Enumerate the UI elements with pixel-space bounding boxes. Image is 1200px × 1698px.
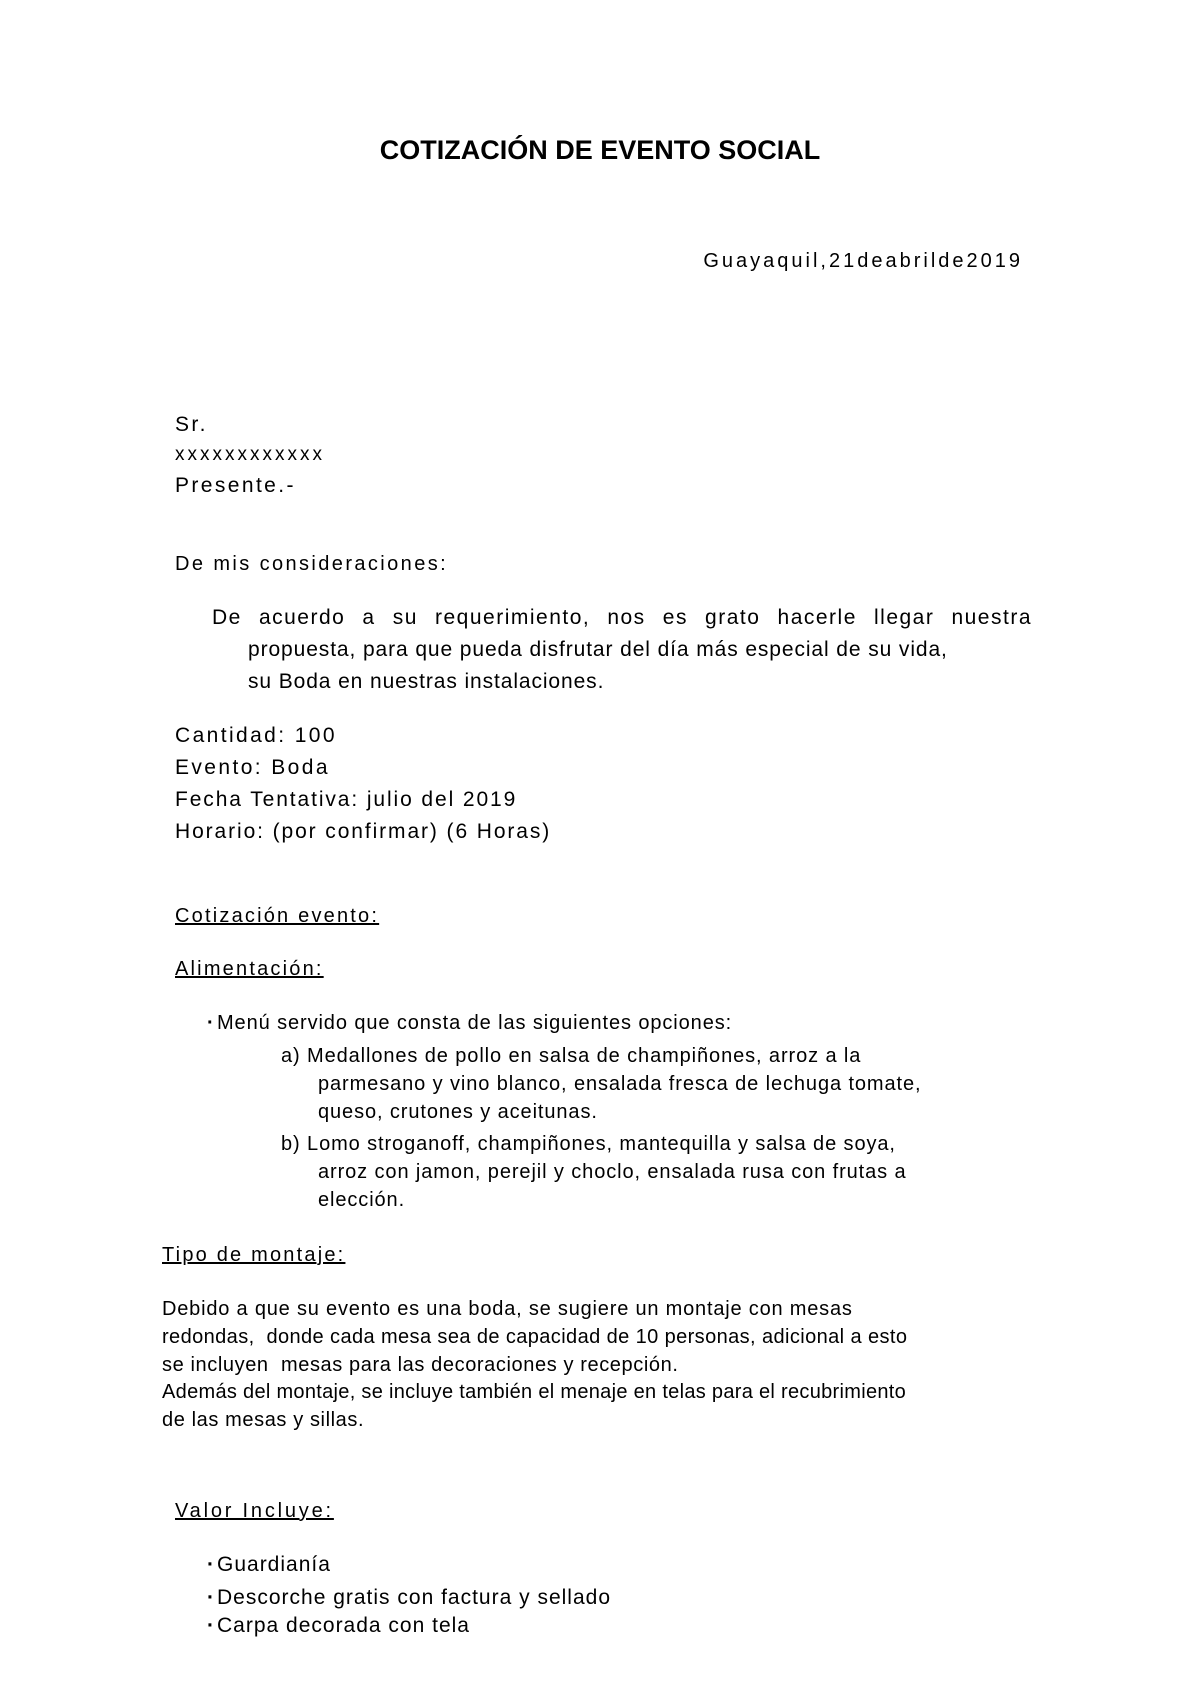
greeting: De mis consideraciones: <box>175 553 449 575</box>
montaje-line-5: de las mesas y sillas. <box>162 1409 365 1431</box>
montaje-line-4: Además del montaje, se incluye también el menaje en telas para el recubrimiento <box>162 1381 907 1403</box>
incluye-item-1: · Guardianía <box>207 1553 331 1577</box>
menu-b-line-1: b) Lomo stroganoff, champiñones, mantequilla y salsa de soya, <box>281 1133 896 1155</box>
intro-line-1: De acuerdo a su requerimiento, nos es grato hacerle llegar nuestra <box>212 606 1032 629</box>
menu-intro: · Menú servido que consta de las siguientes opciones: <box>207 1012 732 1035</box>
detail-evento: Evento: Boda <box>175 756 330 779</box>
section-montaje: Tipo de montaje: <box>162 1244 346 1266</box>
incluye-item-2: · Descorche gratis con factura y sellado <box>207 1586 611 1610</box>
menu-a-line-1: a) Medallones de pollo en salsa de champiñones, arroz a la <box>281 1045 862 1067</box>
place-date: Guayaquil,21deabrilde2019 <box>703 250 1023 272</box>
menu-b-line-3: elección. <box>318 1189 406 1211</box>
montaje-line-3: se incluyen mesas para las decoraciones y recepción. <box>162 1354 679 1376</box>
montaje-line-2: redondas, donde cada mesa sea de capacidad de 10 personas, adicional a esto <box>162 1326 908 1348</box>
intro-line-2: propuesta, para que pueda disfrutar del día más especial de su vida, <box>248 638 948 661</box>
section-valor: Valor Incluye: <box>175 1500 334 1522</box>
detail-cantidad: Cantidad: 100 <box>175 724 337 747</box>
menu-b-line-2: arroz con jamon, perejil y choclo, ensalada rusa con frutas a <box>318 1161 907 1183</box>
document-title: COTIZACIÓN DE EVENTO SOCIAL <box>379 135 821 165</box>
incluye-item-3: · Carpa decorada con tela <box>207 1614 470 1638</box>
section-cotizacion: Cotización evento: <box>175 905 380 927</box>
recipient-salutation: Sr. <box>175 413 208 436</box>
section-alimentacion: Alimentación: <box>175 958 324 980</box>
detail-fecha: Fecha Tentativa: julio del 2019 <box>175 788 518 811</box>
montaje-line-1: Debido a que su evento es una boda, se sugiere un montaje con mesas <box>162 1298 853 1320</box>
menu-a-line-2: parmesano y vino blanco, ensalada fresca de lechuga tomate, <box>318 1073 922 1095</box>
recipient-name: xxxxxxxxxxxx <box>175 444 325 465</box>
menu-a-line-3: queso, crutones y aceitunas. <box>318 1101 598 1123</box>
intro-line-3: su Boda en nuestras instalaciones. <box>248 670 605 693</box>
detail-horario: Horario: (por confirmar) (6 Horas) <box>175 820 552 843</box>
recipient-presente: Presente.- <box>175 474 296 497</box>
